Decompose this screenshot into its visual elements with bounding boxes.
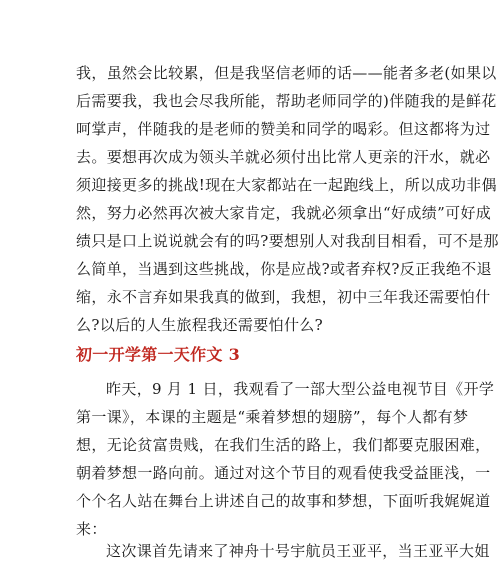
paragraph-1-line-7: 绩只是口上说说就会有的吗?要想别人对我刮目相看，可不是那	[76, 232, 499, 250]
paragraph-1-line-4: 去。要想再次成为领头羊就必须付出比常人更亲的汗水，就必	[76, 148, 491, 166]
paragraph-2-line-4: 朝着梦想一路向前。通过对这个节目的观看使我受益匪浅，一	[76, 464, 491, 482]
paragraph-1-line-8: 么简单，当遇到这些挑战，你是应战?或者弃权?反正我绝不退	[76, 260, 492, 278]
paragraph-2-line-5: 个个名人站在舞台上讲述自己的故事和梦想，下面听我娓娓道	[76, 492, 491, 510]
paragraph-1-line-9: 缩，永不言弃如果我真的做到，我想，初中三年我还需要怕什	[76, 288, 491, 306]
paragraph-1-line-3: 呵掌声，伴随我的是老师的赞美和同学的喝彩。但这都将为过	[76, 120, 491, 138]
paragraph-1-line-5: 须迎接更多的挑战!现在大家都站在一起跑线上，所以成功非偶	[76, 176, 497, 194]
paragraph-2-line-6: 来：	[76, 520, 107, 538]
paragraph-1-line-2: 后需要我，我也会尽我所能，帮助老师同学的)伴随我的是鲜花	[76, 92, 497, 110]
paragraph-2-line-2: 第一课》，本课的主题是“乘着梦想的翅膀”，每个人都有梦	[76, 408, 469, 426]
section-heading: 初一开学第一天作文 3	[76, 345, 241, 364]
paragraph-1-line-6: 然，努力必然再次被大家肯定，我就必须拿出“好成绩”可好成	[76, 204, 492, 222]
paragraph-3-line-1: 这次课首先请来了神舟十号宇航员王亚平，当王亚平大姐	[106, 542, 490, 560]
paragraph-2-line-1: 昨天，9 月 1 日，我观看了一部大型公益电视节目《开学	[106, 380, 495, 398]
paragraph-1-line-10: 么?以后的人生旅程我还需要怕什么?	[76, 316, 324, 334]
paragraph-2-line-3: 想，无论贫富贵贱，在我们生活的路上，我们都要克服困难，	[76, 436, 491, 454]
paragraph-1-line-1: 我，虽然会比较累，但是我坚信老师的话——能者多老(如果以	[76, 64, 497, 82]
